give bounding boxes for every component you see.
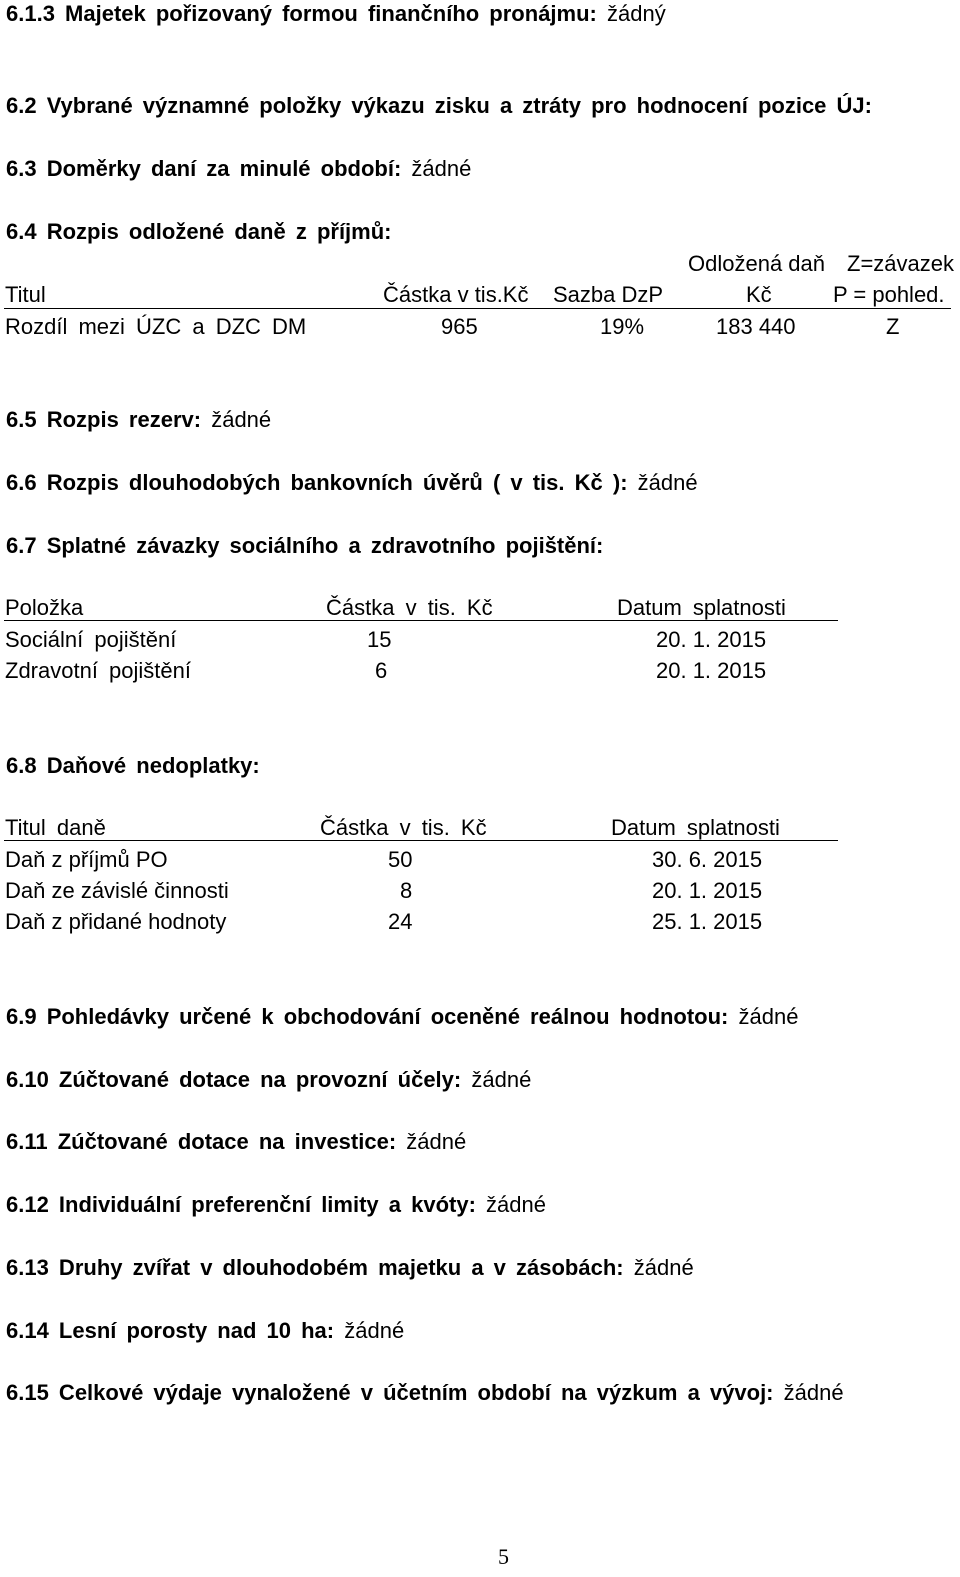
cell-castka: 24	[388, 909, 413, 934]
cell-castka: 50	[388, 847, 413, 872]
section-value: žádné	[486, 1192, 546, 1217]
cell-datum: 20. 1. 2015	[652, 878, 763, 903]
cell-castka: 15	[367, 627, 392, 652]
section-value: žádné	[471, 1067, 532, 1092]
cell-datum: 20. 1. 2015	[656, 627, 767, 652]
cell-castka: 965	[441, 314, 478, 339]
section-6-10	[6, 1066, 531, 1094]
section-value: žádné	[633, 1255, 694, 1280]
cell-typ: Z	[886, 314, 900, 339]
section-6-13	[6, 1254, 694, 1282]
section-6-3	[6, 155, 471, 183]
section-heading: 6.1.3 Majetek pořizovaný formou finančního pronájmu:	[6, 1, 597, 26]
section-6-12	[6, 1191, 546, 1219]
section-heading: 6.12 Individuální preferenční limity a kvóty:	[6, 1192, 476, 1217]
section-heading: 6.14 Lesní porosty nad 10 ha:	[6, 1318, 335, 1343]
header-underline	[4, 620, 838, 621]
header-z-zavazek: Z=závazek	[847, 251, 954, 276]
section-6-9	[6, 1003, 798, 1031]
section-heading: 6.8 Daňové nedoplatky:	[6, 753, 260, 778]
section-heading: 6.3 Doměrky daní za minulé období:	[6, 156, 402, 181]
section-6-1-3	[6, 0, 666, 28]
header-datum: Datum splatnosti	[611, 815, 780, 840]
section-heading: 6.11 Zúčtované dotace na investice:	[6, 1129, 397, 1154]
header-datum: Datum splatnosti	[617, 595, 786, 620]
section-heading: 6.6 Rozpis dlouhodobých bankovních úvěrů ( v tis. Kč ):	[6, 470, 628, 495]
cell-dan: 183 440	[716, 314, 796, 339]
cell-datum: 25. 1. 2015	[652, 909, 763, 934]
section-6-4	[6, 218, 392, 246]
section-heading: 6.5 Rozpis rezerv:	[6, 407, 202, 432]
header-odlozena-dan: Odložená daň	[688, 251, 825, 276]
section-heading: 6.4 Rozpis odložené daně z příjmů:	[6, 219, 392, 244]
header-castka: Částka v tis. Kč	[320, 815, 487, 840]
cell-titul: Daň z přidané hodnoty	[5, 909, 227, 934]
section-value: žádné	[411, 156, 472, 181]
section-6-14	[6, 1317, 404, 1345]
section-6-6	[6, 469, 698, 497]
cell-titul: Rozdíl mezi ÚZC a DZC DM	[5, 314, 307, 339]
cell-sazba: 19%	[600, 314, 645, 339]
section-value: žádné	[738, 1004, 799, 1029]
section-heading: 6.13 Druhy zvířat v dlouhodobém majetku a v zásobách:	[6, 1255, 624, 1280]
section-heading: 6.9 Pohledávky určené k obchodování oceněné reálnou hodnotou:	[6, 1004, 729, 1029]
section-heading: 6.7 Splatné závazky sociálního a zdravotního pojištění:	[6, 533, 604, 558]
header-castka: Částka v tis. Kč	[326, 595, 493, 620]
header-underline	[4, 840, 838, 841]
section-6-5	[6, 406, 271, 434]
header-kc: Kč	[746, 282, 772, 307]
section-6-2	[6, 92, 872, 120]
section-6-11	[6, 1128, 466, 1156]
header-p-pohled: P = pohled.	[833, 282, 945, 307]
header-titul: Titul daně	[5, 815, 106, 840]
cell-castka: 8	[400, 878, 413, 903]
cell-titul: Daň z příjmů PO	[5, 847, 168, 872]
cell-castka: 6	[375, 658, 388, 683]
cell-titul: Daň ze závislé činnosti	[5, 878, 229, 903]
section-heading: 6.10 Zúčtované dotace na provozní účely:	[6, 1067, 462, 1092]
section-value: žádné	[406, 1129, 467, 1154]
section-6-8	[6, 752, 260, 780]
header-sazba: Sazba DzP	[553, 282, 664, 307]
header-underline	[4, 308, 951, 309]
cell-datum: 30. 6. 2015	[652, 847, 763, 872]
header-polozka: Položka	[5, 595, 84, 620]
header-titul: Titul	[5, 282, 46, 307]
page-number: 5	[498, 1544, 509, 1569]
section-value: žádné	[783, 1380, 844, 1405]
header-castka: Částka v tis.Kč	[383, 282, 529, 307]
section-value: žádný	[607, 1, 666, 26]
cell-polozka: Zdravotní pojištění	[5, 658, 191, 683]
section-6-15	[6, 1379, 844, 1407]
cell-datum: 20. 1. 2015	[656, 658, 767, 683]
section-value: žádné	[211, 407, 272, 432]
cell-polozka: Sociální pojištění	[5, 627, 177, 652]
section-heading: 6.15 Celkové výdaje vynaložené v účetním období na výzkum a vývoj:	[6, 1380, 774, 1405]
section-value: žádné	[344, 1318, 405, 1343]
section-6-7	[6, 532, 603, 560]
section-heading: 6.2 Vybrané významné položky výkazu zisku a ztráty pro hodnocení pozice ÚJ:	[6, 93, 872, 118]
section-value: žádné	[637, 470, 698, 495]
